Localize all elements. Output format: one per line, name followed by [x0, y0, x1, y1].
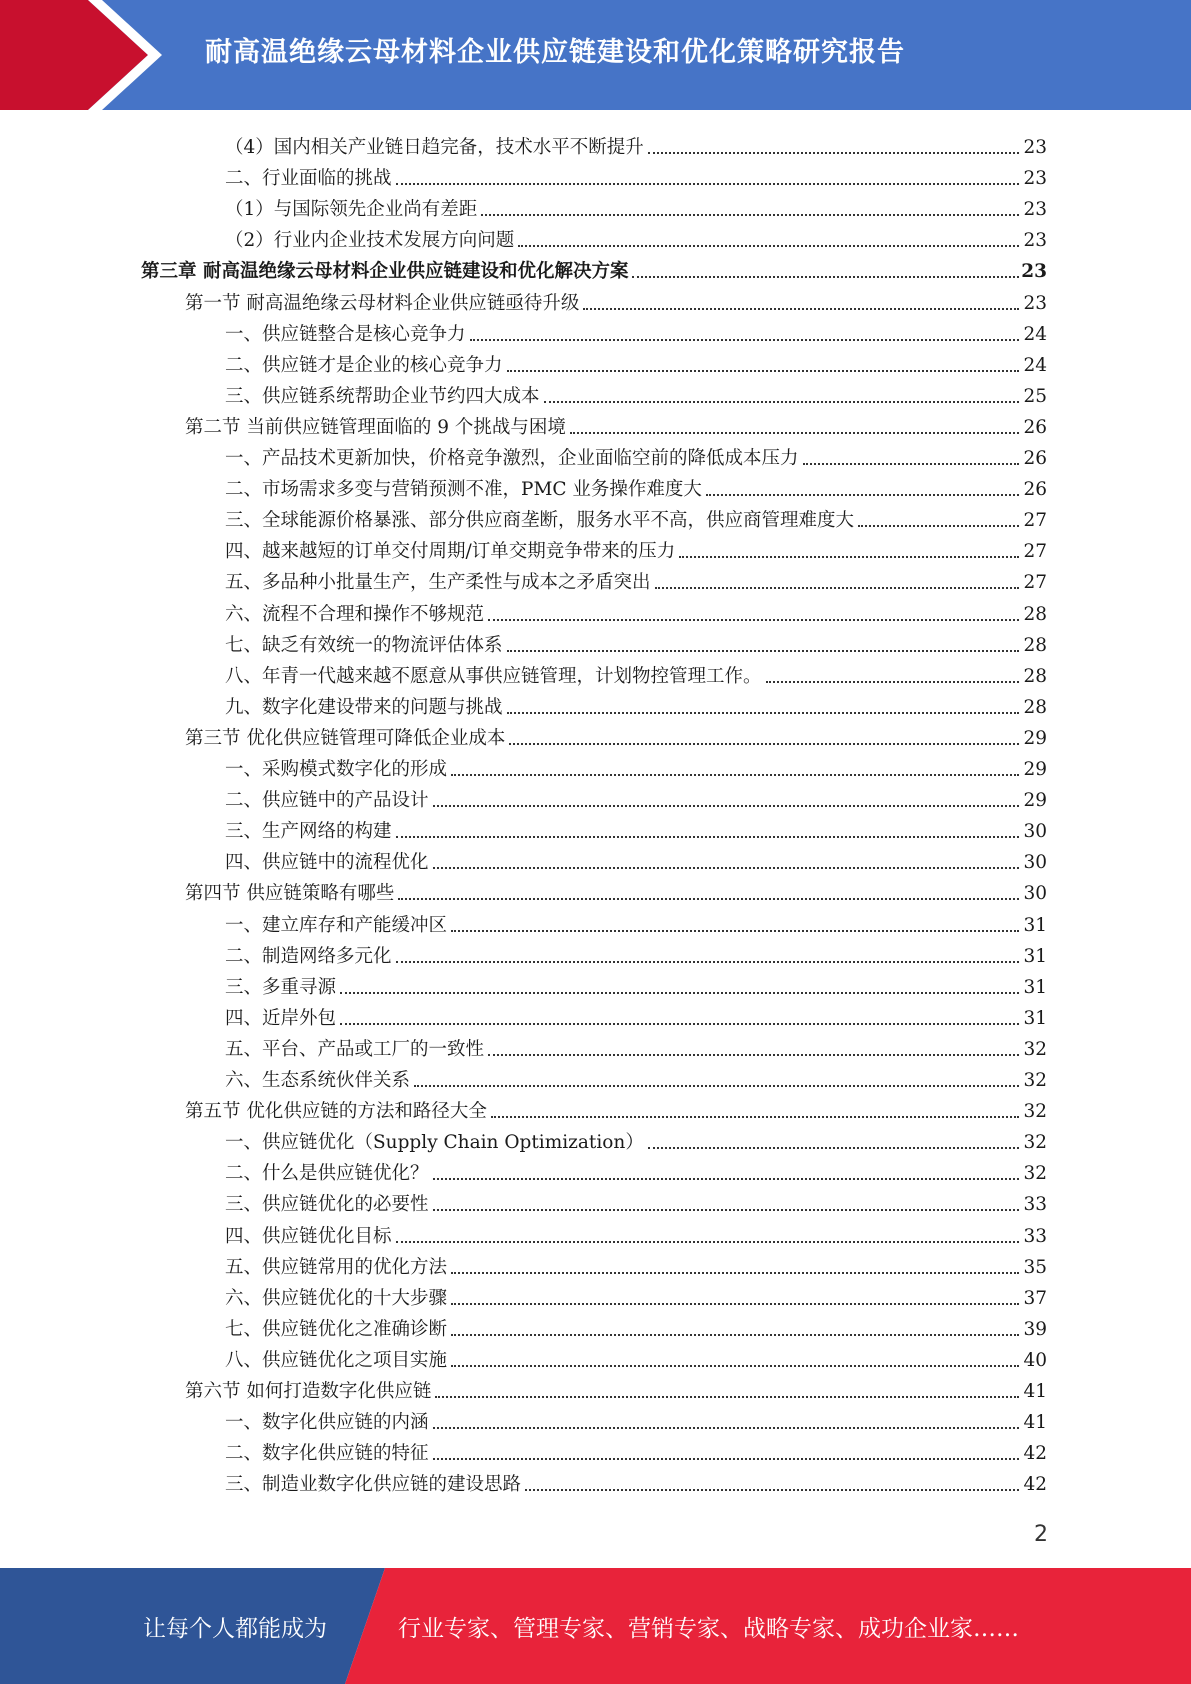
- toc-entry-page: 30: [1023, 852, 1047, 874]
- toc-entry-title: 五、多品种小批量生产，生产柔性与成本之矛盾突出: [225, 572, 651, 594]
- toc-entry[interactable]: [225, 657, 1047, 688]
- toc-dot-leader: [451, 930, 1019, 932]
- toc-entry-title: 二、供应链才是企业的核心竞争力: [225, 354, 503, 376]
- toc-entry-page: 27: [1023, 572, 1047, 594]
- toc-entry[interactable]: [225, 1248, 1047, 1279]
- toc-entry-title: 四、供应链优化目标: [225, 1225, 392, 1247]
- toc-entry-title: 三、供应链优化的必要性: [225, 1194, 429, 1216]
- toc-entry-title: 二、制造网络多元化: [225, 945, 392, 967]
- toc-dot-leader: [433, 1178, 1019, 1180]
- toc-entry[interactable]: [225, 470, 1047, 501]
- toc-dot-leader: [433, 1427, 1019, 1429]
- toc-dot-leader: [632, 276, 1019, 278]
- toc-entry[interactable]: [225, 1123, 1047, 1154]
- toc-entry-page: 27: [1023, 541, 1047, 563]
- toc-entry-title: 九、数字化建设带来的问题与挑战: [225, 696, 503, 718]
- toc-dot-leader: [858, 525, 1019, 527]
- toc-entry-title: 六、供应链优化的十大步骤: [225, 1287, 448, 1309]
- toc-entry-title: 二、供应链中的产品设计: [225, 790, 429, 812]
- toc-dot-leader: [433, 1458, 1019, 1460]
- toc-entry[interactable]: [225, 159, 1047, 190]
- toc-entry-title: （1）与国际领先企业尚有差距: [225, 199, 478, 221]
- toc-dot-leader: [570, 432, 1019, 434]
- page-header: [0, 0, 1191, 110]
- toc-entry-title: 一、供应链整合是核心竞争力: [225, 323, 466, 345]
- toc-entry-title: （4）国内相关产业链日趋完备，技术水平不断提升: [225, 137, 644, 158]
- toc-entry-page: 24: [1023, 323, 1047, 345]
- toc-entry-page: 33: [1023, 1194, 1047, 1216]
- toc-entry-title: 第四节 供应链策略有哪些: [185, 883, 395, 905]
- toc-entry[interactable]: [225, 377, 1047, 408]
- toc-dot-leader: [340, 1023, 1019, 1025]
- page-number: 2: [1034, 1522, 1048, 1547]
- toc-entry[interactable]: [185, 1372, 1047, 1403]
- toc-entry-page: 23: [1021, 261, 1047, 283]
- toc-entry-title: 三、全球能源价格暴涨、部分供应商垄断，服务水平不高，供应商管理难度大: [225, 510, 855, 532]
- toc-entry-page: 29: [1023, 727, 1047, 749]
- toc-entry-title: 三、多重寻源: [225, 976, 337, 998]
- toc-entry-title: 五、供应链常用的优化方法: [225, 1256, 448, 1278]
- toc-dot-leader: [525, 1489, 1019, 1491]
- toc-entry[interactable]: [225, 999, 1047, 1030]
- toc-dot-leader: [396, 183, 1019, 185]
- toc-entry[interactable]: [225, 221, 1047, 252]
- toc-entry-title: 第三节 优化供应链管理可降低企业成本: [185, 727, 506, 749]
- footer-slogan-left: 让每个人都能成为: [143, 1616, 327, 1642]
- toc-entry-title: 三、制造业数字化供应链的建设思路: [225, 1474, 522, 1496]
- toc-dot-leader: [679, 556, 1019, 558]
- toc-dot-leader: [706, 494, 1019, 496]
- toc-entry-title: 一、产品技术更新加快，价格竞争激烈，企业面临空前的降低成本压力: [225, 448, 799, 469]
- toc-entry-title: 五、平台、产品或工厂的一致性: [225, 1038, 485, 1060]
- toc-entry[interactable]: [225, 937, 1047, 968]
- toc-entry-page: 32: [1023, 1163, 1047, 1185]
- toc-entry-page: 30: [1023, 821, 1047, 843]
- toc-entry-title: 四、近岸外包: [225, 1007, 337, 1029]
- toc-entry[interactable]: [225, 439, 1047, 470]
- toc-entry[interactable]: [225, 595, 1047, 626]
- toc-entry[interactable]: [185, 1092, 1047, 1123]
- toc-entry[interactable]: [185, 284, 1047, 315]
- toc-entry[interactable]: [225, 843, 1047, 874]
- toc-entry-title: 二、行业面临的挑战: [225, 168, 392, 190]
- toc-entry-page: 32: [1023, 1132, 1047, 1154]
- toc-entry-page: 25: [1023, 385, 1047, 407]
- toc-entry-page: 31: [1023, 914, 1047, 936]
- toc-entry-page: 41: [1023, 1381, 1047, 1402]
- toc-entry-page: 31: [1023, 945, 1047, 967]
- toc-entry[interactable]: [225, 190, 1047, 221]
- toc-dot-leader: [414, 1085, 1019, 1087]
- toc-entry-page: 26: [1023, 448, 1047, 469]
- toc-entry-page: 29: [1023, 790, 1047, 812]
- toc-entry-title: 第一节 耐高温绝缘云母材料企业供应链亟待升级: [185, 292, 580, 314]
- toc-dot-leader: [491, 1116, 1019, 1118]
- report-title: 耐高温绝缘云母材料企业供应链建设和优化策略研究报告: [205, 37, 905, 68]
- toc-dot-leader: [488, 1054, 1019, 1056]
- toc-entry[interactable]: [225, 315, 1047, 346]
- toc-dot-leader: [396, 961, 1019, 963]
- toc-entry-page: 41: [1023, 1412, 1047, 1434]
- toc-entry-title: 二、什么是供应链优化？: [225, 1163, 429, 1185]
- toc-entry-title: 六、流程不合理和操作不够规范: [225, 603, 485, 625]
- toc-entry-title: 六、生态系统伙伴关系: [225, 1070, 411, 1091]
- toc-entry-title: 一、建立库存和产能缓冲区: [225, 914, 448, 936]
- toc-dot-leader: [451, 1334, 1019, 1336]
- toc-dot-leader: [803, 463, 1019, 465]
- toc-dot-leader: [396, 1241, 1019, 1243]
- toc-dot-leader: [488, 619, 1019, 621]
- toc-entry-title: 一、供应链优化（Supply Chain Optimization）: [225, 1132, 644, 1154]
- toc-entry-page: 37: [1023, 1287, 1047, 1309]
- toc-entry[interactable]: [225, 1341, 1047, 1372]
- toc-dot-leader: [518, 245, 1019, 247]
- toc-entry-title: 四、越来越短的订单交付周期/订单交期竞争带来的压力: [225, 541, 676, 563]
- toc-entry[interactable]: [225, 1154, 1047, 1185]
- toc-entry-title: 第六节 如何打造数字化供应链: [185, 1381, 432, 1402]
- toc-entry-page: 33: [1023, 1225, 1047, 1247]
- toc-entry-title: 八、供应链优化之项目实施: [225, 1349, 448, 1371]
- toc-entry-page: 28: [1023, 603, 1047, 625]
- toc-entry-title: 四、供应链中的流程优化: [225, 852, 429, 874]
- toc-entry-page: 23: [1023, 230, 1047, 252]
- toc-entry[interactable]: [185, 408, 1047, 439]
- toc-dot-leader: [451, 1272, 1019, 1274]
- toc-entry-page: 39: [1023, 1318, 1047, 1340]
- toc-entry-title: 七、缺乏有效统一的物流评估体系: [225, 634, 503, 656]
- toc-entry[interactable]: [225, 626, 1047, 657]
- toc-dot-leader: [433, 1209, 1019, 1211]
- toc-entry[interactable]: [225, 346, 1047, 377]
- toc-entry[interactable]: [225, 781, 1047, 812]
- toc-entry[interactable]: [225, 1030, 1047, 1061]
- toc-dot-leader: [435, 1396, 1019, 1398]
- toc-entry-page: 23: [1023, 168, 1047, 190]
- toc-entry-page: 23: [1023, 137, 1047, 158]
- toc-entry-title: 第二节 当前供应链管理面临的 9 个挑战与困境: [185, 416, 566, 438]
- toc-dot-leader: [451, 774, 1019, 776]
- toc-entry-page: 32: [1023, 1038, 1047, 1060]
- toc-entry-page: 31: [1023, 976, 1047, 998]
- toc-entry[interactable]: [225, 688, 1047, 719]
- toc-dot-leader: [544, 401, 1019, 403]
- footer-slogan-right: 行业专家、管理专家、营销专家、战略专家、成功企业家……: [398, 1616, 1019, 1642]
- toc-entry[interactable]: [225, 1217, 1047, 1248]
- toc-entry[interactable]: [185, 874, 1047, 905]
- toc-entry[interactable]: [225, 1434, 1047, 1465]
- toc-dot-leader: [648, 152, 1019, 154]
- toc-dot-leader: [340, 992, 1019, 994]
- toc-entry[interactable]: [225, 128, 1047, 159]
- toc-entry-page: 26: [1023, 416, 1047, 438]
- toc-entry-page: 23: [1023, 199, 1047, 221]
- toc-dot-leader: [648, 1147, 1019, 1149]
- toc-entry-page: 26: [1023, 479, 1047, 501]
- toc-dot-leader: [655, 587, 1019, 589]
- toc-entry[interactable]: [225, 1403, 1047, 1434]
- page-footer: [0, 1568, 1191, 1684]
- toc-entry-page: 28: [1023, 696, 1047, 718]
- toc-entry-page: 32: [1023, 1070, 1047, 1091]
- toc-dot-leader: [583, 308, 1019, 310]
- toc-entry[interactable]: [225, 532, 1047, 563]
- toc-dot-leader: [507, 650, 1019, 652]
- toc-entry-title: 二、市场需求多变与营销预测不准，PMC 业务操作难度大: [225, 479, 702, 501]
- toc-dot-leader: [507, 712, 1019, 714]
- toc-dot-leader: [507, 370, 1019, 372]
- toc-entry-page: 31: [1023, 1007, 1047, 1029]
- toc-entry-title: 二、数字化供应链的特征: [225, 1443, 429, 1465]
- toc-dot-leader: [433, 867, 1019, 869]
- toc-entry-page: 28: [1023, 665, 1047, 687]
- toc-entry-title: 三、供应链系统帮助企业节约四大成本: [225, 385, 540, 407]
- toc-entry-page: 27: [1023, 510, 1047, 532]
- toc-entry-title: 一、采购模式数字化的形成: [225, 759, 448, 780]
- toc-entry-page: 28: [1023, 634, 1047, 656]
- toc-entry[interactable]: [225, 812, 1047, 843]
- toc-entry-title: （2）行业内企业技术发展方向问题: [225, 230, 515, 252]
- toc-entry-page: 23: [1023, 292, 1047, 314]
- toc-entry-page: 29: [1023, 759, 1047, 780]
- toc-entry[interactable]: [225, 1465, 1047, 1496]
- toc-entry-page: 24: [1023, 354, 1047, 376]
- toc-dot-leader: [433, 805, 1019, 807]
- toc-entry[interactable]: [225, 501, 1047, 532]
- toc-entry-page: 32: [1023, 1101, 1047, 1123]
- toc-dot-leader: [398, 898, 1019, 900]
- toc-entry[interactable]: [141, 252, 1047, 283]
- toc-entry-page: 30: [1023, 883, 1047, 905]
- toc-entry[interactable]: [225, 1279, 1047, 1310]
- toc-dot-leader: [451, 1365, 1019, 1367]
- toc-entry[interactable]: [225, 1061, 1047, 1092]
- toc-entry-title: 三、生产网络的构建: [225, 821, 392, 843]
- toc-entry[interactable]: [225, 968, 1047, 999]
- toc-entry-title: 第三章 耐高温绝缘云母材料企业供应链建设和优化解决方案: [141, 261, 629, 283]
- toc-entry-title: 一、数字化供应链的内涵: [225, 1412, 429, 1434]
- toc-entry[interactable]: [185, 719, 1047, 750]
- toc-entry-title: 八、年青一代越来越不愿意从事供应链管理，计划物控管理工作。: [225, 665, 762, 687]
- toc-dot-leader: [451, 1303, 1019, 1305]
- toc-entry[interactable]: [225, 750, 1047, 781]
- toc-entry-title: 第五节 优化供应链的方法和路径大全: [185, 1101, 487, 1123]
- toc-entry[interactable]: [225, 563, 1047, 594]
- toc-dot-leader: [481, 214, 1019, 216]
- toc-entry[interactable]: [225, 1185, 1047, 1216]
- toc-entry[interactable]: [225, 906, 1047, 937]
- toc-dot-leader: [509, 743, 1019, 745]
- toc-entry-page: 40: [1023, 1349, 1047, 1371]
- toc-dot-leader: [470, 339, 1019, 341]
- toc-entry-page: 42: [1023, 1474, 1047, 1496]
- toc-entry-page: 35: [1023, 1256, 1047, 1278]
- toc-entry-title: 七、供应链优化之准确诊断: [225, 1318, 448, 1340]
- toc-dot-leader: [766, 681, 1019, 683]
- toc-dot-leader: [396, 836, 1019, 838]
- toc-entry-page: 42: [1023, 1443, 1047, 1465]
- toc-entry[interactable]: [225, 1310, 1047, 1341]
